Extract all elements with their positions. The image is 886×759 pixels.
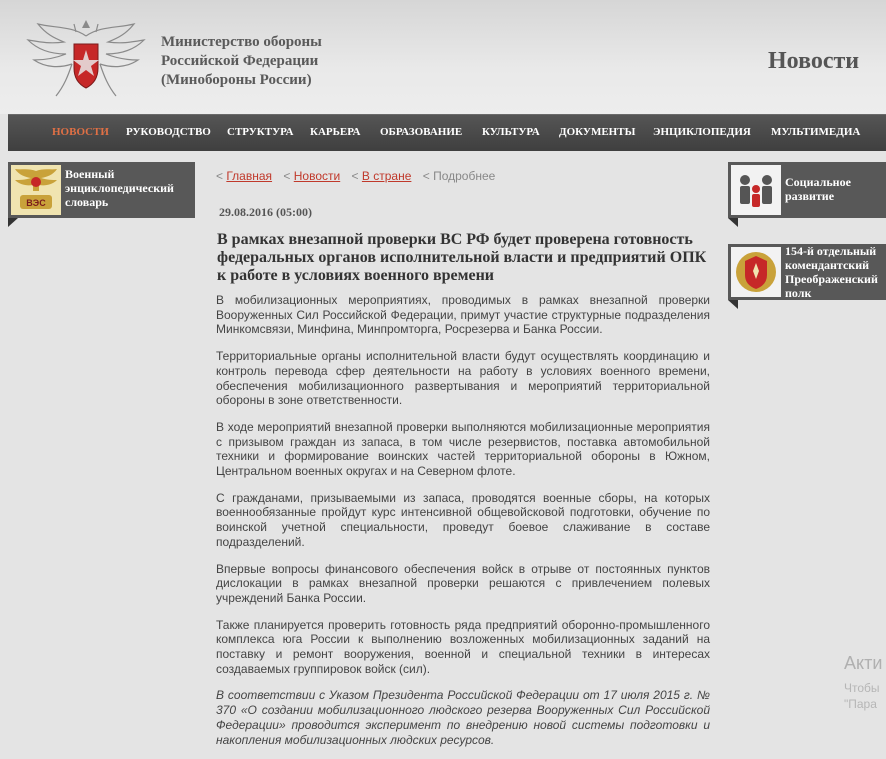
breadcrumb-item-news bbox=[283, 169, 340, 183]
nav-item-encyclopedia[interactable]: ЭНЦИКЛОПЕДИЯ bbox=[653, 126, 751, 138]
nav-item-multimedia[interactable]: МУЛЬТИМЕДИА bbox=[771, 126, 861, 138]
breadcrumb-link-country[interactable]: В стране bbox=[361, 169, 412, 183]
people-icon bbox=[731, 165, 781, 215]
label-line-2: развитие bbox=[785, 189, 835, 203]
activation-line-1: Чтобы bbox=[844, 681, 880, 695]
activation-line-2: "Пара bbox=[844, 697, 877, 711]
label-line-2: комендантский bbox=[785, 258, 870, 272]
article-title: В рамках внезапной проверки ВС РФ будет проверена готовность федеральных органов исполнительной власти и предприятий ОПК к работе в условиях военного времени bbox=[217, 231, 707, 284]
breadcrumb-link-news[interactable]: Новости bbox=[293, 169, 341, 183]
org-name-line-3: (Минобороны России) bbox=[161, 72, 312, 88]
breadcrumb-separator: < bbox=[351, 169, 359, 183]
breadcrumb-link-home[interactable]: Главная bbox=[226, 169, 273, 183]
nav-item-news[interactable]: НОВОСТИ bbox=[52, 126, 109, 138]
article-body bbox=[216, 293, 710, 759]
breadcrumb-item-country bbox=[352, 169, 412, 183]
social-development-label bbox=[785, 175, 851, 203]
ribbon-fold bbox=[728, 300, 738, 309]
article-paragraph: В ходе мероприятий внезапной проверки выполняются мобилизационные мероприятия с призывом граждан из запаса, в том числе резервистов, поставка автомобильной техники и формирование воинских частей территориальной обороны в Южном, Центральном военных округах и на Северном флоте. bbox=[216, 419, 710, 479]
nav-item-career[interactable]: КАРЬЕРА bbox=[310, 126, 361, 138]
regiment-label bbox=[785, 244, 878, 300]
encyclopedia-emblem-icon bbox=[11, 165, 61, 215]
breadcrumb-separator: < bbox=[422, 169, 430, 183]
nav-item-leadership[interactable]: РУКОВОДСТВО bbox=[126, 126, 211, 138]
windows-activation-text bbox=[844, 680, 880, 712]
preobrazhensky-regiment-widget[interactable] bbox=[728, 244, 886, 300]
label-line-1: Военный bbox=[65, 167, 115, 181]
main-navigation bbox=[8, 114, 886, 151]
label-line-3: словарь bbox=[65, 195, 109, 209]
social-development-widget[interactable] bbox=[728, 162, 886, 218]
breadcrumb-separator: < bbox=[216, 169, 224, 183]
label-line-2: энциклопедический bbox=[65, 181, 174, 195]
org-name-line-2: Российской Федерации bbox=[161, 53, 319, 69]
military-encyclopedia-widget[interactable] bbox=[8, 162, 195, 218]
label-line-4: полк bbox=[785, 286, 812, 300]
ribbon-fold bbox=[728, 218, 738, 227]
article-paragraph: В мобилизационных мероприятиях, проводимых в рамках внезапной проверки Вооруженных Сил Российской Федерации, примут участие структурные подразделения Минкомсвязи, Минфина, Минпромторга, Росрезерва и Банка России. bbox=[216, 293, 710, 337]
article-paragraph-italic: В соответствии с Указом Президента Российской Федерации от 17 июля 2015 г. № 370 «О создании мобилизационного людского резерва Вооруженных Сил Российской Федерации» проводится эксперимент по внедрению новой системы подготовки и накопления мобилизационных людских ресурсов. bbox=[216, 688, 710, 747]
breadcrumb-item-home bbox=[216, 169, 272, 183]
label-line-1: Социальное bbox=[785, 175, 851, 189]
ribbon-fold bbox=[8, 218, 18, 227]
breadcrumb-item-current bbox=[423, 169, 496, 183]
article-paragraph: Впервые вопросы финансового обеспечения войск в отрыве от постоянных пунктов дислокации в рамках внезапной проверки решаются с привлечением полевых учреждений Банка России. bbox=[216, 561, 710, 605]
svg-text:ВЭС: ВЭС bbox=[26, 198, 46, 208]
regiment-emblem-icon bbox=[731, 247, 781, 297]
military-encyclopedia-label bbox=[65, 167, 174, 209]
organization-name[interactable] bbox=[161, 33, 322, 90]
section-title: Новости bbox=[768, 48, 860, 74]
nav-item-structure[interactable]: СТРУКТУРА bbox=[227, 126, 294, 138]
breadcrumb-separator: < bbox=[283, 169, 291, 183]
label-line-3: Преображенский bbox=[785, 272, 878, 286]
double-headed-eagle-emblem-icon[interactable] bbox=[24, 16, 148, 102]
breadcrumb-current: Подробнее bbox=[433, 169, 496, 183]
nav-item-documents[interactable]: ДОКУМЕНТЫ bbox=[559, 126, 636, 138]
article-paragraph: С гражданами, призываемыми из запаса, проводятся военные сборы, на которых военнообязанные пройдут курс интенсивной общевойсковой подготовки, обучение по воинской учетной специальности, проведут боевое слаживание в составе подразделений. bbox=[216, 490, 710, 549]
windows-activation-title: Акти bbox=[844, 653, 883, 673]
site-header bbox=[0, 0, 886, 114]
article-date: 29.08.2016 (05:00) bbox=[219, 205, 312, 219]
label-line-1: 154-й отдельный bbox=[785, 244, 877, 258]
breadcrumb bbox=[216, 169, 503, 183]
article-paragraph: Территориальные органы исполнительной власти будут осуществлять координацию и контроль перевода сфер деятельности на работу в условиях военного времени, обеспечения мобилизационного развертывания и мероприятий территориальной обороны в зоне ответственности. bbox=[216, 349, 710, 408]
article-paragraph: Также планируется проверить готовность ряда предприятий оборонно-промышленного комплекса юга России к выполнению возложенных мобилизационных заданий на поставку и ремонт вооружения, военной и специальной техники в интересах создаваемых группировок войск (сил). bbox=[216, 617, 710, 676]
org-name-line-1: Министерство обороны bbox=[161, 34, 322, 50]
nav-item-education[interactable]: ОБРАЗОВАНИЕ bbox=[380, 126, 463, 138]
nav-item-culture[interactable]: КУЛЬТУРА bbox=[482, 126, 540, 138]
